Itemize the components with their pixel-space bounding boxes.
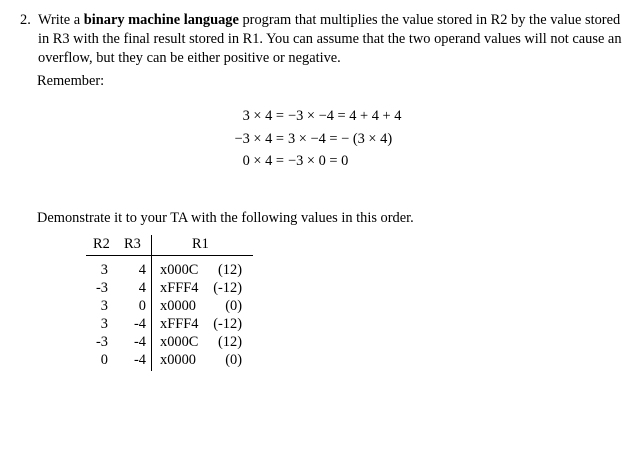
problem-line-1-bold: binary machine language bbox=[83, 12, 239, 28]
remember-label: Remember: bbox=[37, 73, 105, 89]
problem-line-1 bbox=[38, 11, 628, 30]
row-4-r1-hex: xFFF4 bbox=[160, 316, 199, 332]
problem-line-2: in R3 with the final result stored in R1. You can assume that the two operand values will not cause an bbox=[38, 31, 622, 47]
problem-line-3: overflow, but they can be either positive or negative. bbox=[38, 50, 341, 66]
problem-line-1-post: program that multiplies the value stored in R2 by the value stored bbox=[238, 12, 621, 28]
problem-body bbox=[38, 11, 628, 68]
row-1-r2: 3 bbox=[100, 262, 108, 278]
row-1-r1-hex: x000C bbox=[160, 262, 199, 278]
problem-number: 2. bbox=[20, 12, 31, 28]
header-r2: R2 bbox=[93, 236, 110, 252]
row-4-r3: -4 bbox=[134, 316, 146, 332]
row-5-r1-dec: (12) bbox=[218, 334, 242, 350]
row-2-r1-hex: xFFF4 bbox=[160, 280, 199, 296]
problem-line-1-pre: Write a bbox=[38, 12, 84, 28]
row-6-r1-dec: (0) bbox=[225, 352, 242, 368]
row-3-r3: 0 bbox=[138, 298, 146, 314]
equation-3-lhs: 0 × 4 = bbox=[242, 153, 284, 169]
equation-3-rhs: −3 × 0 = 0 bbox=[288, 153, 349, 169]
row-6-r2: 0 bbox=[100, 352, 108, 368]
equation-1-rhs: −3 × −4 = 4 + 4 + 4 bbox=[288, 108, 402, 124]
row-6-r3: -4 bbox=[134, 352, 146, 368]
equation-1-lhs: 3 × 4 = bbox=[242, 108, 284, 124]
row-6-r1-hex: x0000 bbox=[160, 352, 196, 368]
header-r3: R3 bbox=[124, 236, 141, 252]
row-4-r2: 3 bbox=[100, 316, 108, 332]
row-2-r1-dec: (-12) bbox=[213, 280, 242, 296]
demo-instruction: Demonstrate it to your TA with the following values in this order. bbox=[37, 210, 414, 226]
equation-2-lhs: −3 × 4 = bbox=[234, 131, 284, 147]
row-3-r2: 3 bbox=[100, 298, 108, 314]
row-3-r1-hex: x0000 bbox=[160, 298, 196, 314]
row-5-r1-hex: x000C bbox=[160, 334, 199, 350]
row-4-r1-dec: (-12) bbox=[213, 316, 242, 332]
header-r1: R1 bbox=[192, 236, 209, 252]
row-2-r2: -3 bbox=[96, 280, 108, 296]
row-3-r1-dec: (0) bbox=[225, 298, 242, 314]
table-column-rule bbox=[151, 235, 152, 371]
row-2-r3: 4 bbox=[138, 280, 146, 296]
row-1-r1-dec: (12) bbox=[218, 262, 242, 278]
table-header-rule bbox=[86, 255, 253, 256]
equation-2-rhs: 3 × −4 = − (3 × 4) bbox=[288, 131, 393, 147]
row-5-r3: -4 bbox=[134, 334, 146, 350]
row-1-r3: 4 bbox=[138, 262, 146, 278]
row-5-r2: -3 bbox=[96, 334, 108, 350]
